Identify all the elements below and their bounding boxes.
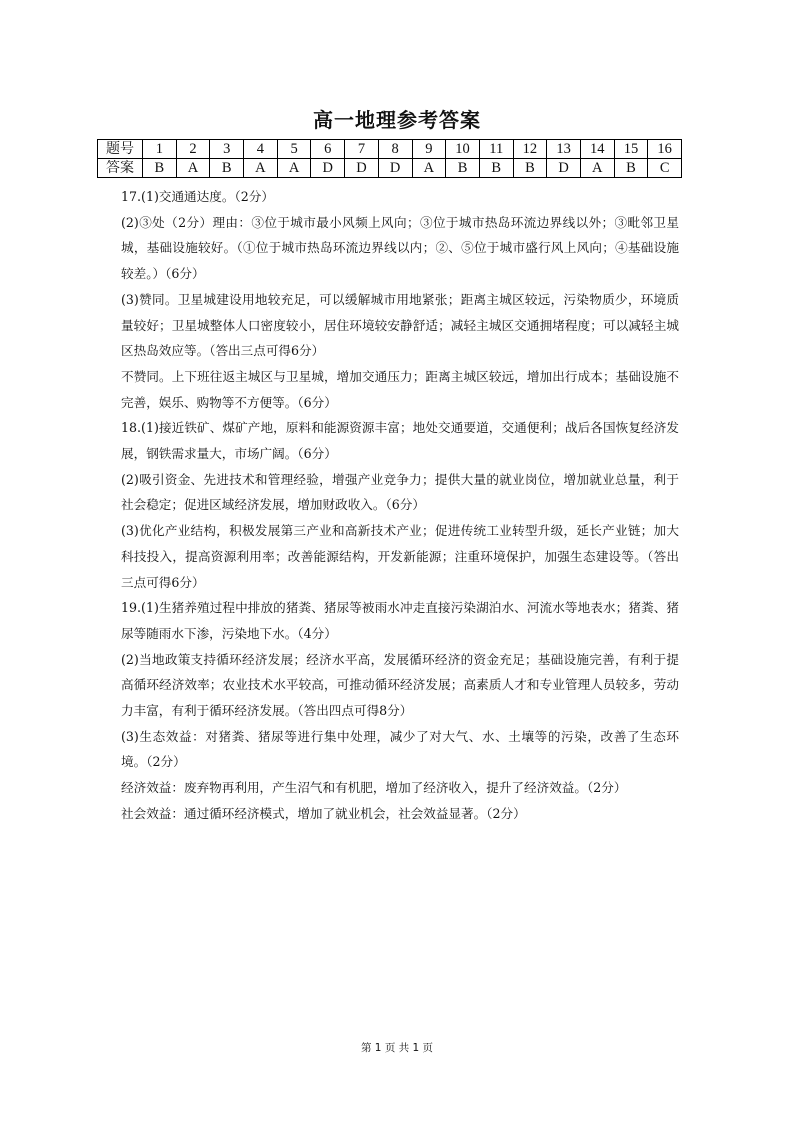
answer-paragraph-17-2: (2)③处（2分）理由：③位于城市最小风频上风向；③位于城市热岛环流边界线以外；③毗邻卫星城，基础设施较好。（①位于城市热岛环流边界线以内；②、⑤位于城市盛行风上风向；④基础设施较差。）（6分） [121,214,679,282]
answer-cell: B [446,159,480,178]
answer-paragraph-19-3-ecological: (3)生态效益：对猪粪、猪尿等进行集中处理，减少了对大气、水、土壤等的污染，改善了生态环境。（2分） [121,728,679,770]
question-number-row [98,140,682,159]
answer-cell: D [547,159,581,178]
question-number-cell: 7 [345,140,379,159]
question-number-cell: 1 [143,140,177,159]
answer-paragraph-18-2: (2)吸引资金、先进技术和管理经验，增强产业竞争力；提供大量的就业岗位，增加就业总量，利于社会稳定；促进区域经济发展，增加财政收入。（6分） [121,471,679,513]
answer-cell: A [244,159,278,178]
answer-cell: A [412,159,446,178]
answer-cell: D [311,159,345,178]
answer-paragraph-17-3-agree: (3)赞同。卫星城建设用地较充足，可以缓解城市用地紧张；距离主城区较远，污染物质少，环境质量较好；卫星城整体人口密度较小，居住环境较安静舒适；减轻主城区交通拥堵程度；可以减轻主城区热岛效应等。（答出三点可得6分） [121,291,679,359]
answer-content [121,184,679,827]
question-number-cell: 14 [580,140,614,159]
answer-table [97,139,682,178]
answer-row-header: 答案 [98,159,143,178]
answer-paragraph-19-1: 19.(1)生猪养殖过程中排放的猪粪、猪尿等被雨水冲走直接污染湖泊水、河流水等地表水；猪粪、猪尿等随雨水下渗，污染地下水。（4分） [121,600,679,641]
question-number-cell: 16 [648,140,682,159]
answer-paragraph-17-1: 17.(1)交通通达度。（2分） [121,189,274,204]
page-footer: 第 1 页 共 1 页 [360,1042,434,1054]
question-number-cell: 10 [446,140,480,159]
answer-paragraph-17-3-disagree: 不赞同。上下班往返主城区与卫星城，增加交通压力；距离主城区较远，增加出行成本；基础设施不完善，娱乐、购物等不方便等。（6分） [121,368,679,410]
answer-cell: B [513,159,547,178]
answer-paragraph-18-1: 18.(1)接近铁矿、煤矿产地，原料和能源资源丰富；地处交通要道，交通便利；战后各国恢复经济发展，钢铁需求量大，市场广阔。（6分） [121,420,679,462]
answer-cell: D [378,159,412,178]
question-number-cell: 6 [311,140,345,159]
answer-paragraph-18-3: (3)优化产业结构，积极发展第三产业和高新技术产业；促进传统工业转型升级，延长产业链；加大科技投入，提高资源利用率；改善能源结构，开发新能源；注重环境保护，加强生态建设等。（答出三点可得6分） [121,523,679,590]
answer-cell: B [479,159,513,178]
question-number-cell: 12 [513,140,547,159]
question-number-cell: 9 [412,140,446,159]
question-number-cell: 4 [244,140,278,159]
answer-paragraph-19-2: (2)当地政策支持循环经济发展；经济水平高，发展循环经济的资金充足；基础设施完善，有利于提高循环经济效率；农业技术水平较高，可推动循环经济发展；高素质人才和专业管理人员较多，劳动力丰富，有利于循环经济发展。（答出四点可得8分） [121,651,679,719]
question-number-cell: 8 [378,140,412,159]
answer-cell: C [648,159,682,178]
question-number-cell: 5 [277,140,311,159]
answer-cell: A [580,159,614,178]
question-number-cell: 11 [479,140,513,159]
question-number-cell: 2 [176,140,210,159]
answer-cell: D [345,159,379,178]
question-number-cell: 3 [210,140,244,159]
answer-cell: B [210,159,244,178]
question-number-cell: 15 [614,140,648,159]
answer-cell: A [176,159,210,178]
question-number-cell: 13 [547,140,581,159]
answer-cell: A [277,159,311,178]
answer-cell: B [143,159,177,178]
answer-paragraph-19-3-social: 社会效益：通过循环经济模式，增加了就业机会，社会效益显著。（2分） [121,805,526,821]
document-title: 高一地理参考答案 [313,108,481,132]
answer-cell: B [614,159,648,178]
answer-paragraph-19-3-economic: 经济效益：废弃物再利用，产生沼气和有机肥，增加了经济收入，提升了经济效益。（2分） [121,780,627,796]
question-row-header: 题号 [98,140,143,159]
answer-row [98,159,682,178]
